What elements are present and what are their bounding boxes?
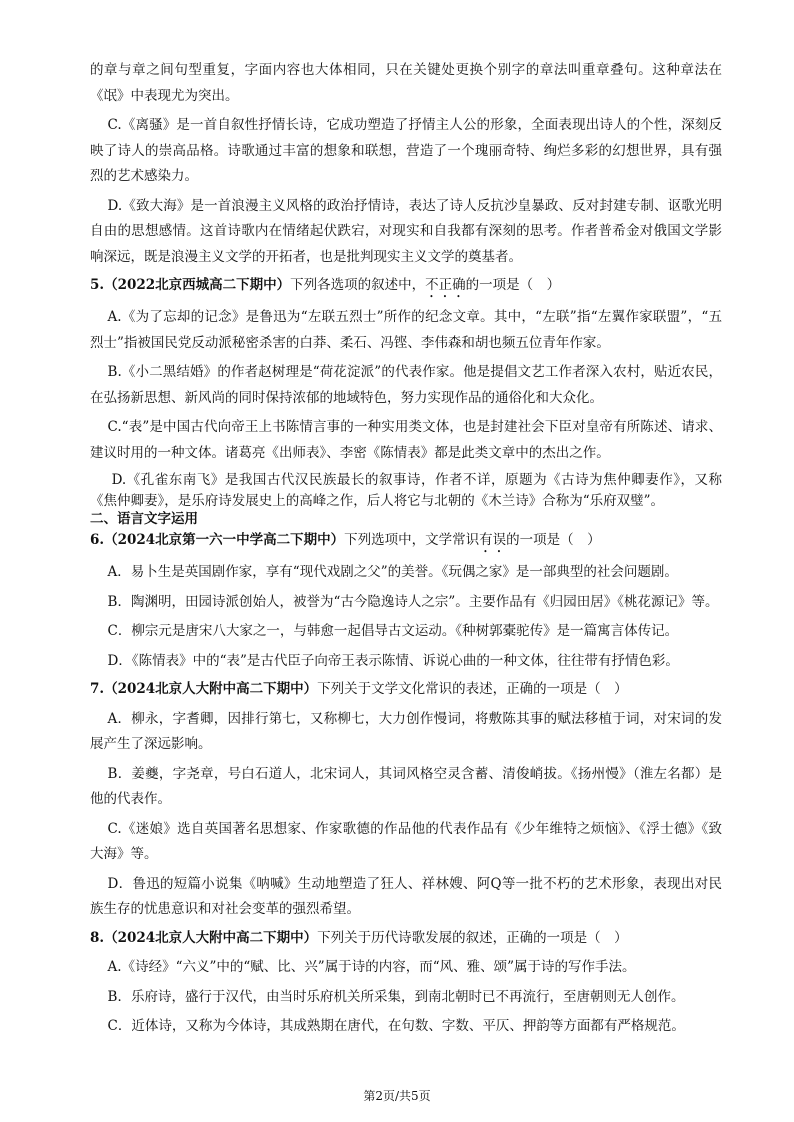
question-stem: 下列选项中，文学常识 bbox=[344, 532, 480, 548]
option-d: D.《孔雀东南飞》是我国古代汉民族最长的叙事诗，作者不详，原题为《古诗为焦仲卿妻作》，又称《焦仲卿妻》，是乐府诗发展史上的高峰之作，后人将它与北朝的《木兰诗》合称为“乐府双璧”。 bbox=[90, 472, 722, 509]
question-8 bbox=[90, 926, 722, 952]
question-source: （2022北京西城高二下期中） bbox=[104, 277, 291, 293]
page-footer: 第2页/共5页 bbox=[363, 1089, 431, 1103]
section-title: 二、语言文字运用 bbox=[90, 511, 198, 527]
question-number: 5. bbox=[90, 277, 105, 293]
question-source: （2024北京人大附中高二下期中） bbox=[104, 929, 318, 946]
question-stem-end: 的一项是（ ） bbox=[506, 532, 601, 548]
option-c: C.“表”是中国古代向帝王上书陈情言事的一种实用类文体，也是封建社会下臣对皇帝有所陈述、请求、建议时用的一种文体。诸葛亮《出师表》、李密《陈情表》都是此类文章中的杰出之作。 bbox=[90, 419, 722, 461]
option-b: B．乐府诗，盛行于汉代，由当时乐府机关所采集，到南北朝时已不再流行，至唐朝则无人创作。 bbox=[107, 988, 685, 1005]
option-a: A．柳永，字耆卿，因排行第七，又称柳七，大力创作慢词，将敷陈其事的赋法移植于词，对宋词的发展产生了深远影响。 bbox=[90, 710, 722, 752]
question-number: 7. bbox=[90, 681, 105, 697]
emphasis-text: 有误 bbox=[479, 532, 507, 548]
option-c: C.《迷娘》选自英国著名思想家、作家歌德的作品他的代表作品有《少年维特之烦恼》、《浮士德》《致大海》等。 bbox=[90, 820, 722, 862]
paragraph: 的章与章之间句型重复，字面内容也大体相同，只在关键处更换个别字的章法叫重章叠句。这种章法在《氓》中表现尤为突出。 bbox=[90, 62, 722, 104]
question-stem: 下列各选项的叙述中， bbox=[290, 277, 426, 293]
option-d-prev: D.《致大海》是一首浪漫主义风格的政治抒情诗，表达了诗人反抗沙皇暴政、反对封建专制、讴歌光明自由的思想感情。这首诗歌内在情绪起伏跌宕，对现实和自我都有深刻的思考。作者普希金对俄国文学影响深远，既是浪漫主义文学的开拓者，也是批判现实主义文学的奠基者。 bbox=[90, 197, 722, 265]
question-stem: 下列关于历代诗歌发展的叙述，正确的一项是（ ） bbox=[317, 929, 628, 946]
option-a: A．易卜生是英国剧作家，享有“现代戏剧之父”的美誉。《玩偶之家》是一部典型的社会问题剧。 bbox=[107, 564, 678, 580]
option-b: B．姜夔，字尧章，号白石道人，北宋词人，其词风格空灵含蓄、清俊峭拔。《扬州慢》（淮左名都）是他的代表作。 bbox=[90, 765, 722, 807]
option-c: C．近体诗，又称为今体诗，其成熟期在唐代，在句数、字数、平仄、押韵等方面都有严格规范。 bbox=[107, 1018, 685, 1034]
question-6 bbox=[90, 528, 722, 556]
option-d: D．鲁迅的短篇小说集《呐喊》生动地塑造了狂人、祥林嫂、阿Q等一批不朽的艺术形象，表现出对民族生存的忧患意识和对社会变革的强烈希望。 bbox=[90, 875, 722, 917]
option-c-prev: C.《离骚》是一首自叙性抒情长诗，它成功塑造了抒情主人公的形象，全面表现出诗人的个性，深刻反映了诗人的崇高品格。诗歌通过丰富的想象和联想，营造了一个瑰丽奇特、绚烂多彩的幻想世界，具有强烈的艺术感染力。 bbox=[90, 117, 722, 184]
option-b: B.《小二黑结婚》的作者赵树理是“荷花淀派”的代表作家。他是提倡文艺工作者深入农村，贴近农民，在弘扬新思想、新风尚的同时保持浓郁的地域特色，努力实现作品的通俗化和大众化。 bbox=[90, 364, 722, 406]
question-number: 6. bbox=[90, 532, 105, 548]
option-b: B．陶渊明，田园诗派创始人，被誉为“古今隐逸诗人之宗”。主要作品有《归园田居》《桃花源记》等。 bbox=[107, 593, 719, 610]
option-c: C．柳宗元是唐宋八大家之一，与韩愈一起倡导古文运动。《种树郭橐驼传》是一篇寓言体传记。 bbox=[107, 623, 679, 639]
emphasis-text: 不正确 bbox=[425, 277, 466, 293]
question-stem: 下列关于文学文化常识的表述，正确的一项是（ ） bbox=[317, 681, 628, 697]
document-body bbox=[90, 58, 722, 1040]
question-source: （2024北京人大附中高二下期中） bbox=[104, 681, 318, 697]
question-7 bbox=[90, 677, 722, 703]
option-a: A.《为了忘却的记念》是鲁迅为“左联五烈士”所作的纪念文章。其中，“左联”指“左翼作家联盟”，“五烈士”指被国民党反动派秘密杀害的白莽、柔石、冯铿、李伟森和胡也频五位青年作家。 bbox=[90, 309, 722, 351]
question-number: 8. bbox=[90, 929, 105, 946]
question-source: （2024北京第一六一中学高二下期中） bbox=[104, 532, 345, 548]
question-5 bbox=[90, 273, 722, 301]
option-a: A.《诗经》“六义”中的“赋、比、兴”属于诗的内容，而“风、雅、颂”属于诗的写作手法。 bbox=[107, 959, 636, 975]
question-stem-end: 的一项是（ ） bbox=[465, 277, 561, 293]
option-d: D．《陈情表》中的“表”是古代臣子向帝王表示陈情、诉说心曲的一种文体，往往带有抒情色彩。 bbox=[107, 652, 679, 669]
